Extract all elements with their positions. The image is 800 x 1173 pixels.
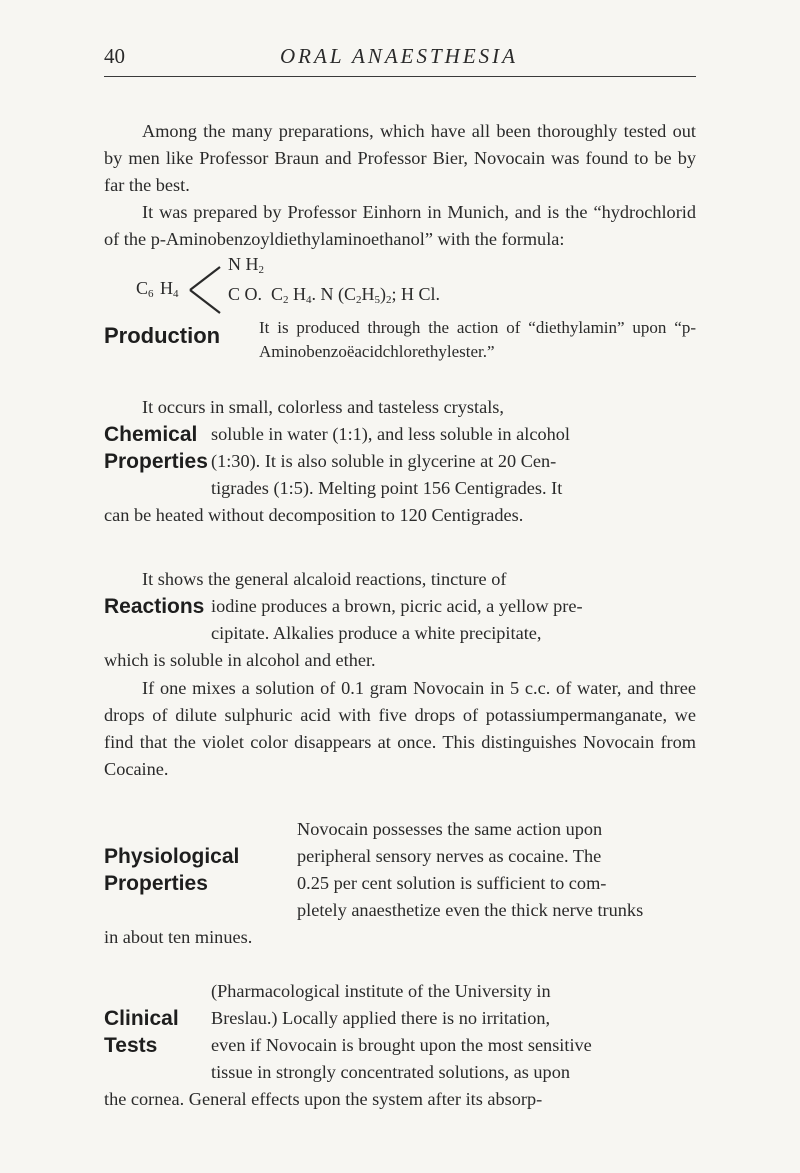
section-physiological-properties [104,816,696,956]
clinical-heading: Clinical Tests [104,1007,179,1057]
intro-paragraph-2: It was prepared by Professor Einhorn in Munich, and is the “hydrochlorid of the p-Aminobenzoyldiethylaminoethanol” with the formula: [104,202,696,249]
section-clinical-tests [104,978,696,1118]
reactions-paragraph-2: If one mixes a solution of 0.1 gram Novocain in 5 c.c. of water, and three drops of dilute sulphuric acid with five drops of potassiumpermanganate, we find that the violet color disappears at once. This distinguishes Novocain from Cocaine. [104,678,696,779]
chemical-heading: Chemical Properties [104,423,208,473]
production-heading: Production [104,323,221,348]
chemical-text-line-2: soluble in water (1:1), and less soluble in alcohol [211,424,570,444]
physiological-heading: Physiological Properties [104,845,240,895]
reactions-text-line-2: iodine produces a brown, picric acid, a yellow pre- [211,596,583,616]
chemical-text-tail: can be heated without decomposition to 120 Centigrades. [104,505,524,525]
formula-ester-chain: C O. $C_2$ $H_4$. N $(C_2H_5)_2$; H Cl. [228,284,441,306]
physiological-text-line-1: Novocain possesses the same action upon [297,819,603,839]
clinical-text-line-4: tissue in strongly concentrated solutions, as upon [211,1062,570,1082]
clinical-text-line-2: Breslau.) Locally applied there is no irritation, [211,1008,551,1028]
chemical-text-line-4: tigrades (1:5). Melting point 156 Centigrades. It [211,478,563,498]
clinical-text-line-1: (Pharmacological institute of the University in [211,981,551,1001]
reactions-text-line-1: It shows the general alcaloid reactions, tincture of [142,569,507,589]
physiological-text-line-4: pletely anaesthetize even the thick nerve trunks [297,900,644,920]
formula-branch-bracket [188,264,224,316]
intro-text [104,118,696,253]
header-divider [104,76,696,77]
section-chemical-properties [104,394,696,554]
physiological-text-tail: in about ten minues. [104,927,253,947]
chemical-text-line-3: (1:30). It is also soluble in glycerine at 20 Cen- [211,451,557,471]
chemical-text-line-1: It occurs in small, colorless and tasteless crystals, [142,397,504,417]
formula-h4: $H_4$ [160,278,179,300]
formula-benzene-ring: $C_6$ [136,278,154,300]
reactions-text-tail: which is soluble in alcohol and ether. [104,650,376,670]
intro-paragraph-1: Among the many preparations, which have all been thoroughly tested out by men like Professor Braun and Professor Bier, Novocain was found to be by far the best. [104,121,696,195]
page-number: 40 [104,44,125,68]
clinical-text-line-3: even if Novocain is brought upon the most sensitive [211,1035,592,1055]
reactions-text-line-3: cipitate. Alkalies produce a white precipitate, [211,623,542,643]
page-header [104,44,694,74]
reactions-heading: Reactions [104,595,205,618]
physiological-text-line-2: peripheral sensory nerves as cocaine. The [297,846,602,866]
section-reactions [104,566,696,796]
clinical-text-tail: the cornea. General effects upon the system after its absorp- [104,1089,543,1109]
production-text: It is produced through the action of “diethylamin” upon “p-Aminobenzoëacidchlorethylester.” [259,318,696,361]
formula-amino-group: N $H_2$ [228,254,264,276]
section-production [104,316,696,372]
running-title: ORAL ANAESTHESIA [280,44,518,68]
novocain-formula [136,254,696,322]
physiological-text-line-3: 0.25 per cent solution is sufficient to com- [297,873,607,893]
